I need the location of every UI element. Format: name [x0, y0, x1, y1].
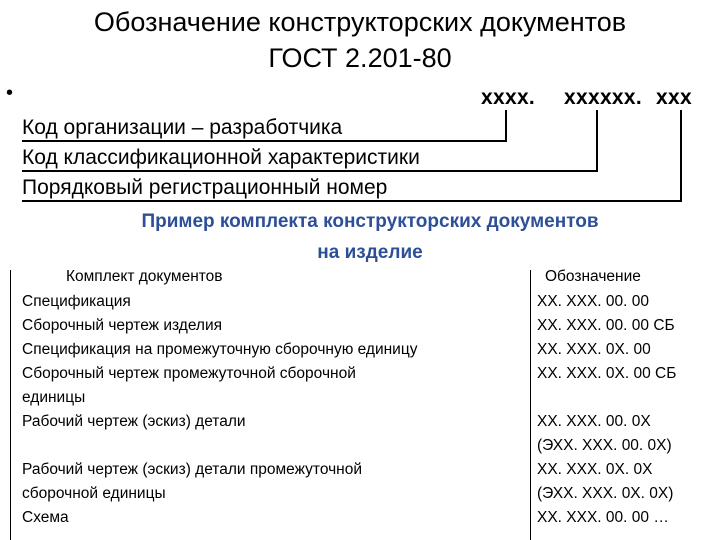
- connector-vertical-classification: [596, 110, 598, 171]
- page-title: Обозначение конструкторских документов: [93, 7, 627, 37]
- code-part-classification: хххххх.: [564, 86, 643, 109]
- connector-horizontal-registration: [22, 200, 682, 202]
- table-left-border: [10, 270, 11, 540]
- table-row-right: ХХ. ХХХ. 0Х. 0Х: [537, 461, 653, 478]
- connector-horizontal-organization: [22, 140, 507, 142]
- legend-registration-number: Порядковый регистрационный номер: [22, 176, 388, 199]
- table-row-left: Сборочный чертеж изделия: [22, 317, 223, 334]
- page-subtitle: ГОСТ 2.201-80: [268, 43, 452, 73]
- table-column-divider: [530, 270, 531, 540]
- table-row-right: ХХ. ХХХ. 00. 0Х: [537, 413, 651, 430]
- table-row-right: (ЭХХ. ХХХ. 0Х. 0Х): [537, 485, 674, 502]
- table-row-right: ХХ. ХХХ. 0Х. 00: [537, 341, 651, 358]
- table-row-right: ХХ. ХХХ. 00. 00 СБ: [537, 317, 675, 334]
- connector-vertical-organization: [505, 110, 507, 141]
- legend-classification-code: Код классификационной характеристики: [22, 146, 420, 169]
- table-row-left: Сборочный чертеж промежуточной сборочной: [22, 365, 356, 382]
- table-row-left: Схема: [22, 509, 69, 526]
- table-header-designation: Обозначение: [545, 268, 641, 285]
- table-row-right: (ЭХХ. ХХХ. 00. 0Х): [537, 437, 672, 454]
- connector-vertical-registration: [680, 110, 682, 201]
- table-row-left: Спецификация: [22, 293, 131, 310]
- example-heading: Пример комплекта конструкторских документов: [141, 211, 599, 232]
- connector-horizontal-classification: [22, 170, 598, 172]
- table-row-left: единицы: [22, 389, 86, 406]
- table-row-left: Рабочий чертеж (эскиз) детали промежуточной: [22, 461, 363, 478]
- table-row-right: ХХ. ХХХ. 00. 00 …: [537, 509, 669, 526]
- table-row-left: сборочной единицы: [22, 485, 166, 502]
- example-heading-cont: на изделие: [317, 242, 423, 263]
- bullet-marker: •: [6, 82, 14, 104]
- table-row-left: Спецификация на промежуточную сборочную единицу: [22, 341, 418, 358]
- code-part-registration: ххх: [656, 86, 692, 109]
- table-row-right: ХХ. ХХХ. 0Х. 00 СБ: [537, 365, 677, 382]
- legend-organization-code: Код организации – разработчика: [22, 116, 343, 139]
- code-part-organization: хххх.: [481, 86, 536, 109]
- table-row-left: Рабочий чертеж (эскиз) детали: [22, 413, 246, 430]
- table-header-documents: Комплект документов: [66, 268, 223, 285]
- table-row-right: ХХ. ХХХ. 00. 00: [537, 293, 650, 310]
